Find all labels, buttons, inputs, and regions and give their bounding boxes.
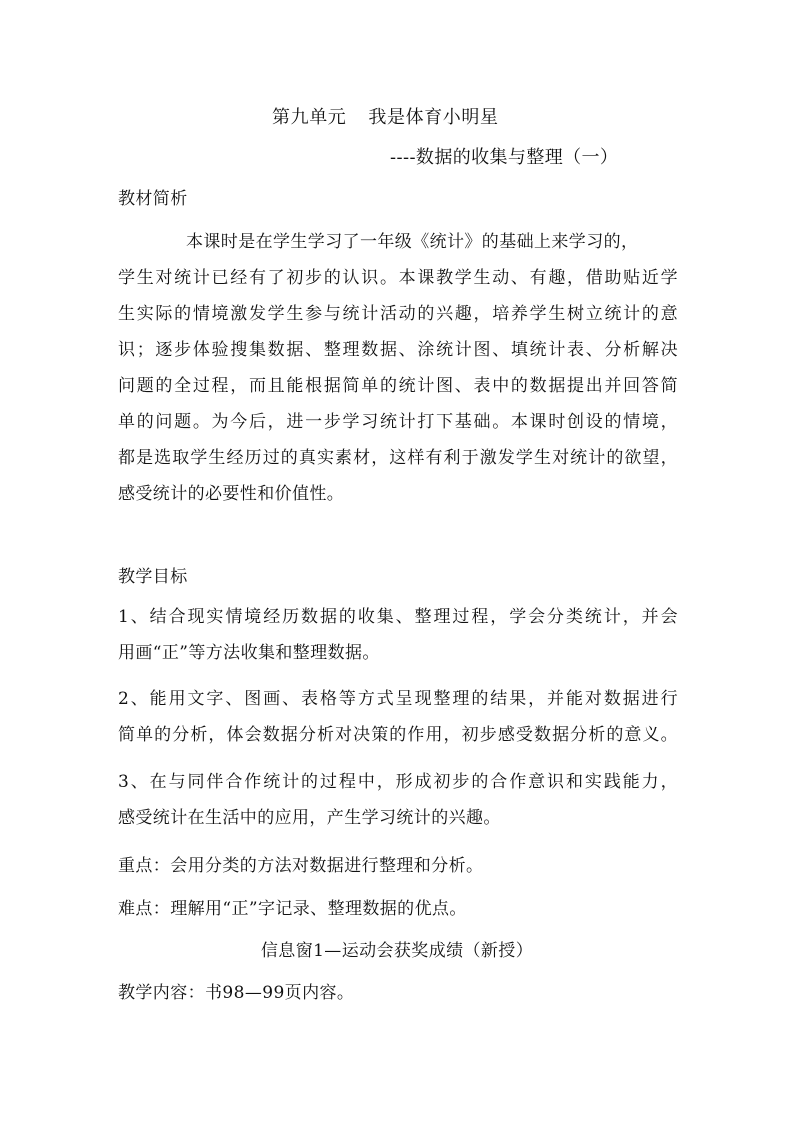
goal-1 <box>118 606 678 678</box>
unit-title <box>272 107 499 129</box>
goal-3 <box>118 771 678 843</box>
goal-line: 简单的分析，体会数据分析对决策的作用，初步感受数据分析的意义。 <box>118 725 678 745</box>
info-window-title: 信息窗1—运动会获奖成绩（新授） <box>260 941 534 961</box>
unit-number: 第九单元 <box>272 107 347 128</box>
analysis-line: 感受统计的必要性和价值性。 <box>118 484 345 504</box>
analysis-line: 识；逐步体验搜集数据、整理数据、涂统计图、填统计表、分析解决 <box>118 340 678 360</box>
unit-name: 我是体育小明星 <box>368 107 499 128</box>
goal-line: 3、在与同伴合作统计的过程中，形成初步的合作意识和实践能力， <box>118 772 678 792</box>
lesson-subtitle: ----数据的收集与整理（一） <box>390 147 619 168</box>
analysis-line: 单的问题。为今后，进一步学习统计打下基础。本课时创设的情境， <box>118 412 678 432</box>
analysis-line: 学生对统计已经有了初步的认识。本课教学生动、有趣，借助贴近学 <box>118 268 678 288</box>
key-point: 重点：会用分类的方法对数据进行整理和分析。 <box>118 856 484 876</box>
goals-heading: 教学目标 <box>118 567 188 587</box>
teaching-content: 教学内容：书98—99页内容。 <box>118 983 355 1003</box>
analysis-line: 都是选取学生经历过的真实素材，这样有利于激发学生对统计的欲望， <box>118 448 678 468</box>
analysis-paragraph <box>118 231 678 519</box>
goal-line: 感受统计在生活中的应用，产生学习统计的兴趣。 <box>118 808 501 828</box>
goal-line: 2、能用文字、图画、表格等方式呈现整理的结果，并能对数据进行 <box>118 689 678 709</box>
analysis-line: 问题的全过程，而且能根据简单的统计图、表中的数据提出并回答简 <box>118 376 678 396</box>
goal-line: 1、结合现实情境经历数据的收集、整理过程，学会分类统计，并会 <box>118 607 678 627</box>
analysis-line: 生实际的情境激发学生参与统计活动的兴趣，培养学生树立统计的意 <box>118 304 678 324</box>
analysis-heading: 教材简析 <box>118 189 188 209</box>
difficulty: 难点：理解用“正”字记录、整理数据的优点。 <box>118 899 467 919</box>
analysis-line: 本课时是在学生学习了一年级《统计》的基础上来学习的， <box>186 232 639 252</box>
goal-2 <box>118 688 678 760</box>
goal-line: 用画“正”等方法收集和整理数据。 <box>118 643 380 663</box>
